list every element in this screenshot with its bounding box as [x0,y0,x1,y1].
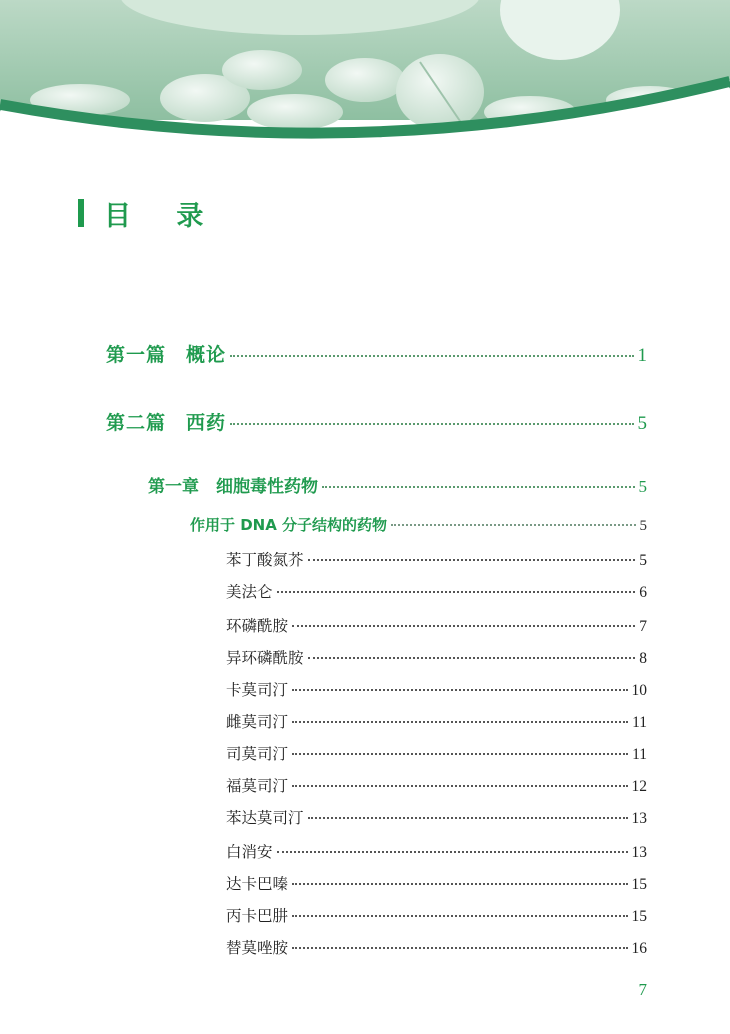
toc-dot-leader [308,817,628,819]
toc-dot-leader [292,721,628,723]
toc-entry-label: 司莫司汀 [226,745,289,763]
toc-dot-leader [292,753,628,755]
toc-entry-label: 丙卡巴肼 [226,907,289,925]
toc-entry-label: 环磷酰胺 [226,617,289,635]
toc-dot-leader [230,355,633,357]
toc-dot-leader [230,423,633,425]
toc-entry[interactable] [226,710,647,732]
toc-dot-leader [308,657,636,659]
toc-dot-leader [292,883,627,885]
toc-entry-page: 13 [631,844,647,861]
heading-accent-bar [78,199,84,227]
toc-dot-leader [308,559,636,561]
toc-title: 目 录 [104,200,222,232]
toc-entry-label: 苯达莫司汀 [226,809,304,827]
toc-entry-label: 白消安 [226,843,273,861]
toc-entry-label: 苯丁酸氮芥 [226,551,304,569]
toc-entry-label: 作用于 DNA 分子结构的药物 [190,516,388,534]
toc-entry[interactable] [106,408,647,435]
toc-entry-page: 8 [639,650,647,667]
toc-entry[interactable] [226,580,647,602]
toc-dot-leader [292,915,627,917]
toc-entry-label: 雌莫司汀 [226,713,289,731]
toc-dot-leader [391,524,635,526]
toc-entry-label: 卡莫司汀 [226,681,289,699]
toc-entry[interactable] [226,806,647,828]
toc-entry[interactable] [190,514,647,535]
toc-heading [78,196,221,230]
toc-entry[interactable] [226,774,647,796]
toc-dot-leader [292,947,627,949]
toc-entry-page: 11 [632,746,647,763]
toc-entry-page: 5 [637,413,647,434]
toc-entry-label: 替莫唑胺 [226,939,289,957]
header-tablets-image [0,0,730,160]
toc-entry-label: 第一篇 概论 [106,344,227,366]
toc-entry-page: 16 [631,940,647,957]
toc-entry[interactable] [148,472,647,497]
page-number: 7 [638,980,647,999]
toc-entry[interactable] [226,742,647,764]
toc-dot-leader [292,689,627,691]
toc-entry-label: 美法仑 [226,583,273,601]
toc-dot-leader [277,851,628,853]
toc-entry-page: 5 [639,552,647,569]
toc-entry-page: 11 [632,714,647,731]
toc-entry-label: 第二篇 西药 [106,412,227,434]
toc-entry-page: 6 [639,584,647,601]
toc-entry-page: 5 [639,518,647,534]
toc-entry-page: 12 [631,778,647,795]
toc-entry[interactable] [226,872,647,894]
toc-entry[interactable] [226,904,647,926]
toc-entry-page: 10 [631,682,647,699]
toc-entry-page: 5 [638,477,647,496]
toc-entry[interactable] [226,840,647,862]
toc-entry-page: 1 [637,345,647,366]
toc-entry-page: 7 [639,618,647,635]
toc-dot-leader [292,625,635,627]
toc-entry-label: 福莫司汀 [226,777,289,795]
toc-dot-leader [292,785,627,787]
toc-entry[interactable] [226,936,647,958]
toc-entry-page: 15 [631,908,647,925]
toc-entry-label: 异环磷酰胺 [226,649,304,667]
toc-entry[interactable] [106,340,647,367]
toc-entry-label: 第一章 细胞毒性药物 [148,477,318,497]
toc-dot-leader [322,486,635,488]
toc-entry-page: 13 [631,810,647,827]
toc-entry[interactable] [226,646,647,668]
toc-entry[interactable] [226,548,647,570]
toc-entry[interactable] [226,678,647,700]
toc-entry[interactable] [226,614,647,636]
toc-entry-page: 15 [631,876,647,893]
toc-entry-label: 达卡巴嗪 [226,875,289,893]
toc-dot-leader [277,591,636,593]
